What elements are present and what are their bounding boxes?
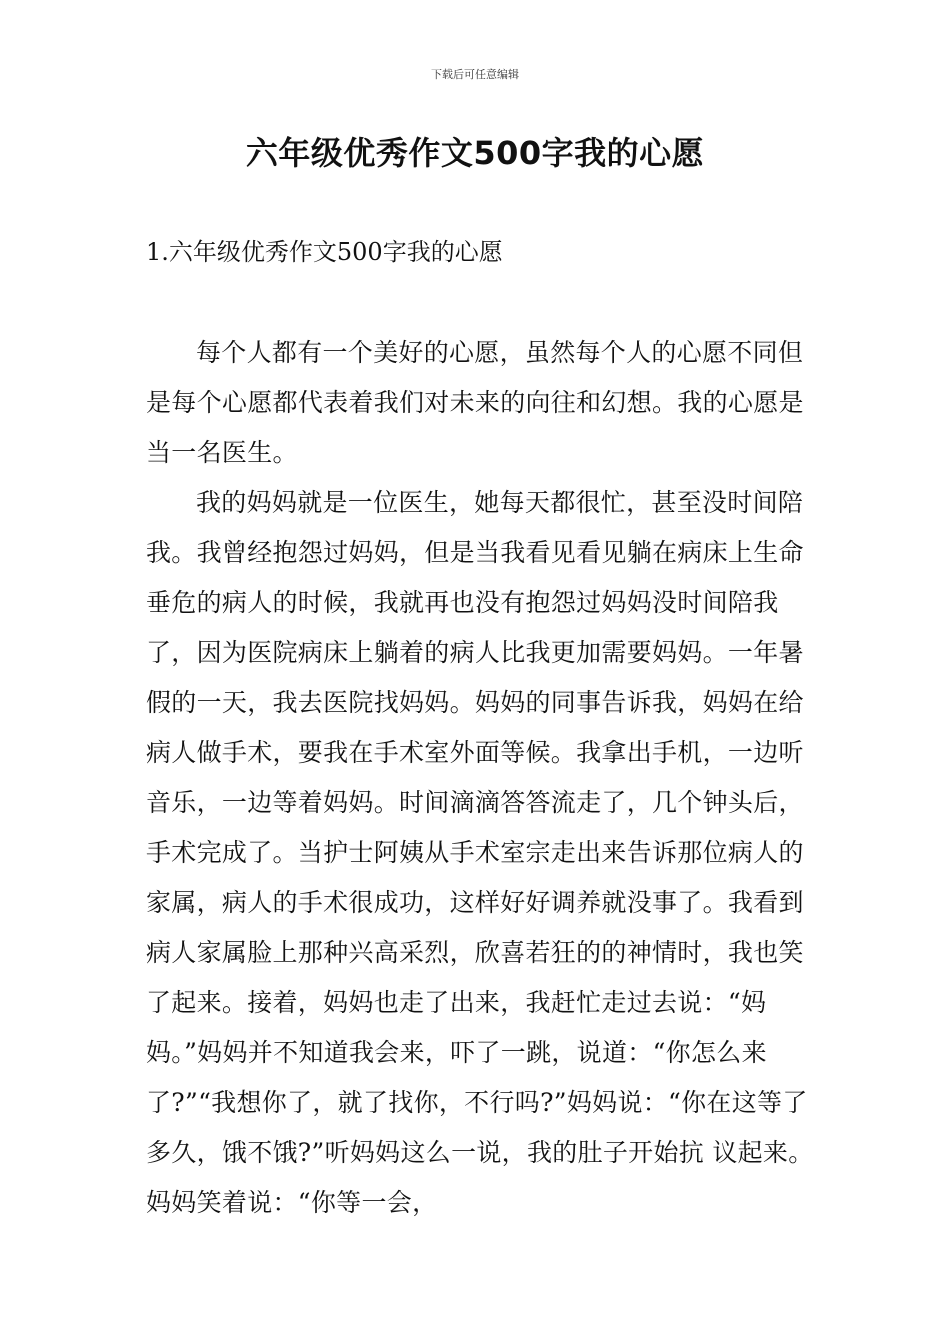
document-title: 六年级优秀作文500字我的心愿 (245, 134, 705, 172)
essay-body (146, 328, 816, 1228)
section-heading: 1.六年级优秀作文500字我的心愿 (146, 238, 503, 266)
paragraph-1: 每个人都有一个美好的心愿，虽然每个人的心愿不同但是每个心愿都代表着我们对未来的向往和幻想。我的心愿是当一名医生。 (146, 338, 804, 467)
header-note: 下载后可任意编辑 (431, 68, 519, 81)
paragraph-2: 我的妈妈就是一位医生，她每天都很忙，甚至没时间陪我。我曾经抱怨过妈妈，但是当我看见看见躺在病床上生命垂危的病人的时候，我就再也没有抱怨过妈妈没时间陪我了，因为医院病床上躺着的病人比我更加需要妈妈。一年暑假的一天，我去医院找妈妈。妈妈的同事告诉我，妈妈在给病人做手术，要我在手术室外面等候。我拿出手机，一边听音乐，一边等着妈妈。时间滴滴答答流走了，几个钟头后，手术完成了。当护士阿姨从手术室宗走出来告诉那位病人的家属，病人的手术很成功，这样好好调养就没事了。我看到病人家属脸上那种兴高采烈，欣喜若狂的的神情时，我也笑了起来。接着，妈妈也走了出来，我赶忙走过去说：“妈妈。”妈妈并不知道我会来，吓了一跳，说道：“你怎么来了?”“我想你了，就了找你，不行吗?”妈妈说：“你在这等了多久，饿不饿?”听妈妈这么一说，我的肚子开始抗 议起来。妈妈笑着说：“你等一会， (146, 488, 814, 1217)
